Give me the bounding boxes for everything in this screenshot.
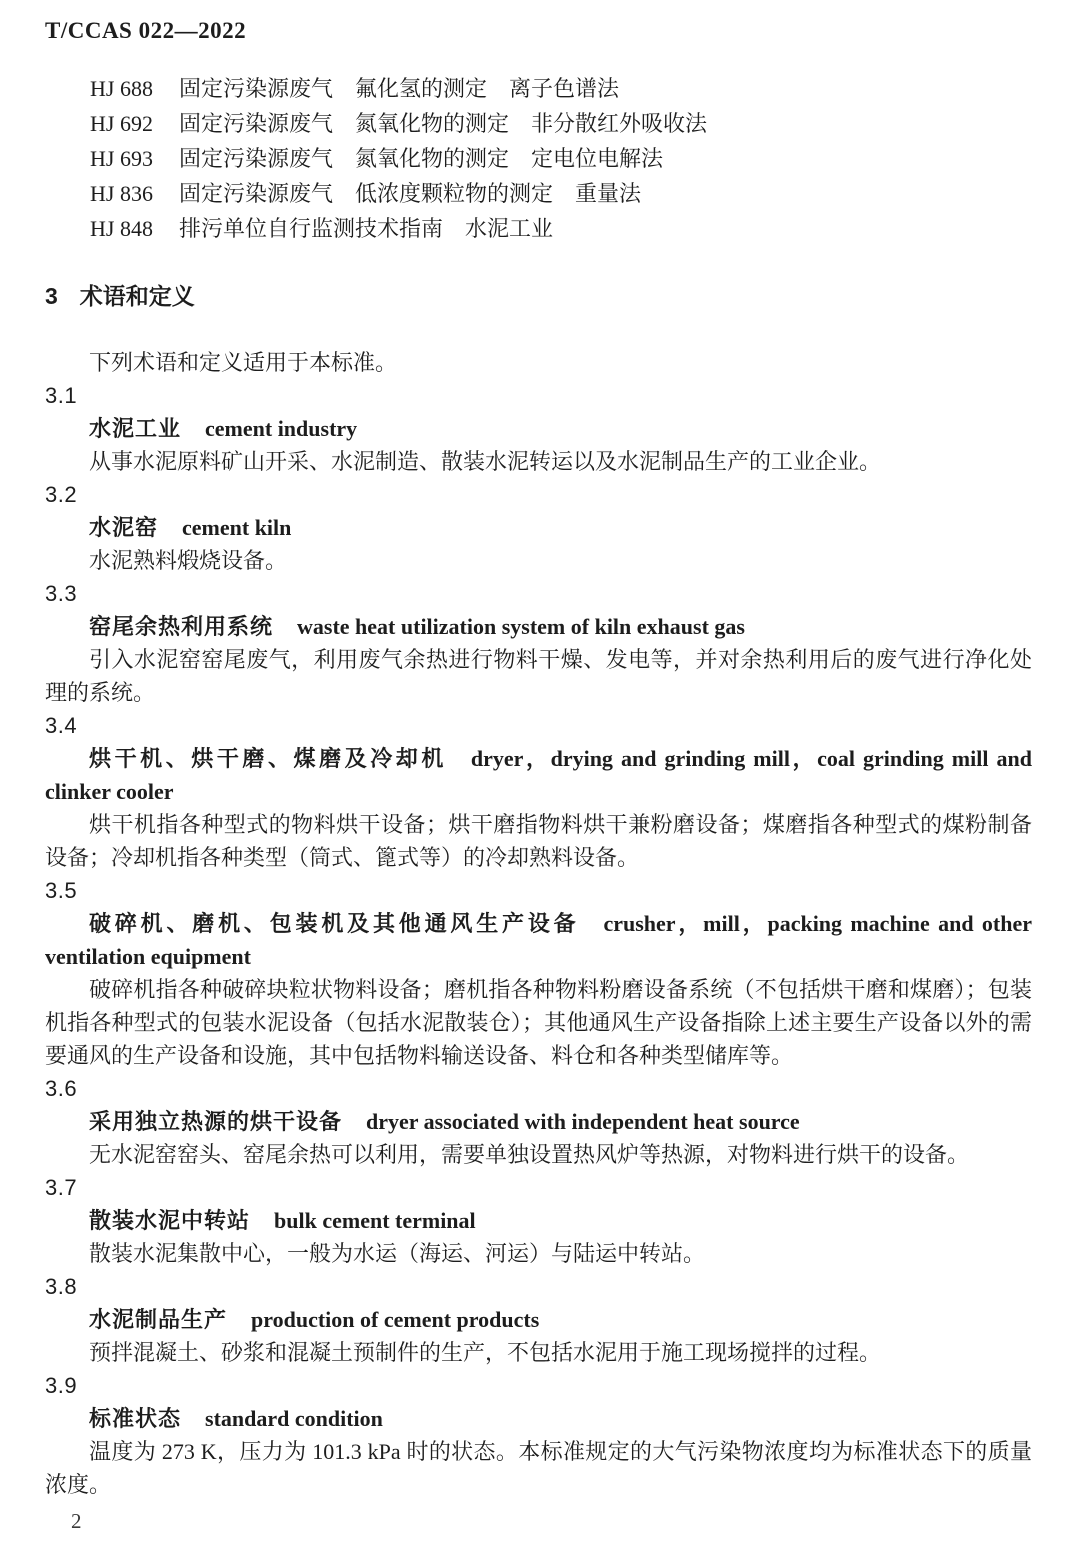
term-zh: 水泥制品生产 xyxy=(89,1307,228,1332)
term-zh: 采用独立热源的烘干设备 xyxy=(89,1109,343,1134)
term-number: 3.8 xyxy=(45,1274,78,1299)
term-en: cement industry xyxy=(205,416,358,441)
term-heading xyxy=(45,1303,1032,1336)
term-number: 3.5 xyxy=(45,878,78,903)
term-heading xyxy=(45,1204,1032,1237)
term-entry-3-4 xyxy=(45,709,1032,874)
reference-code: HJ 848 xyxy=(90,216,153,241)
term-entry-3-6 xyxy=(45,1072,1032,1171)
term-number: 3.6 xyxy=(45,1076,78,1101)
term-definition: 散装水泥集散中心，一般为水运（海运、河运）与陆运中转站。 xyxy=(89,1241,706,1266)
term-zh: 标准状态 xyxy=(89,1406,182,1431)
reference-title: 固定污染源废气 低浓度颗粒物的测定 重量法 xyxy=(178,181,641,206)
reference-title: 固定污染源废气 氮氧化物的测定 非分散红外吸收法 xyxy=(178,111,707,136)
reference-line xyxy=(45,71,1032,106)
section-number: 3 xyxy=(45,283,58,309)
term-en: dryer，drying and grinding mill，coal grinding mill and clinker cooler xyxy=(45,746,1032,804)
term-entry-3-8 xyxy=(45,1270,1032,1369)
term-heading xyxy=(45,907,1032,973)
term-en: crusher，mill，packing machine and other ventilation equipment xyxy=(45,911,1032,969)
term-entry-3-5 xyxy=(45,874,1032,1072)
term-number: 3.9 xyxy=(45,1373,78,1398)
term-definition: 无水泥窑窑头、窑尾余热可以利用，需要单独设置热风炉等热源，对物料进行烘干的设备。 xyxy=(89,1142,970,1167)
term-zh: 水泥工业 xyxy=(89,416,182,441)
term-zh: 窑尾余热利用系统 xyxy=(89,614,274,639)
reference-line xyxy=(45,176,1032,211)
term-number: 3.2 xyxy=(45,482,78,507)
term-number: 3.4 xyxy=(45,713,78,738)
reference-code: HJ 693 xyxy=(90,146,153,171)
reference-code: HJ 836 xyxy=(90,181,153,206)
reference-code: HJ 688 xyxy=(90,76,153,101)
term-definition: 从事水泥原料矿山开采、水泥制造、散装水泥转运以及水泥制品生产的工业企业。 xyxy=(89,449,882,474)
term-en: cement kiln xyxy=(182,515,292,540)
term-zh: 烘干机、烘干磨、煤磨及冷却机 xyxy=(89,746,447,771)
term-zh: 散装水泥中转站 xyxy=(89,1208,251,1233)
standard-code-header: T/CCAS 022—2022 xyxy=(45,18,247,43)
term-heading xyxy=(45,1105,1032,1138)
section-title: 术语和定义 xyxy=(79,283,195,309)
term-zh: 破碎机、磨机、包装机及其他通风生产设备 xyxy=(89,911,580,936)
term-en: bulk cement terminal xyxy=(274,1208,476,1233)
term-number: 3.1 xyxy=(45,383,78,408)
term-zh: 水泥窑 xyxy=(89,515,159,540)
section-intro: 下列术语和定义适用于本标准。 xyxy=(89,350,398,375)
term-number: 3.3 xyxy=(45,581,78,606)
term-number: 3.7 xyxy=(45,1175,78,1200)
term-entry-3-3 xyxy=(45,577,1032,709)
reference-line xyxy=(45,141,1032,176)
term-en: standard condition xyxy=(205,1406,383,1431)
term-definition: 温度为 273 K，压力为 101.3 kPa 时的状态。本标准规定的大气污染物浓度均为标准状态下的质量浓度。 xyxy=(45,1439,1032,1497)
section-heading xyxy=(45,279,1032,313)
page-number: 2 xyxy=(71,1509,82,1533)
term-entry-3-2 xyxy=(45,478,1032,577)
term-heading xyxy=(45,511,1032,544)
term-definition: 水泥熟料煅烧设备。 xyxy=(89,548,288,573)
normative-references-list xyxy=(45,71,1032,246)
term-definition: 预拌混凝土、砂浆和混凝土预制件的生产，不包括水泥用于施工现场搅拌的过程。 xyxy=(89,1340,882,1365)
reference-title: 固定污染源废气 氮氧化物的测定 定电位电解法 xyxy=(178,146,663,171)
term-definition: 引入水泥窑窑尾废气，利用废气余热进行物料干燥、发电等，并对余热利用后的废气进行净化处理的系统。 xyxy=(45,647,1032,705)
term-heading xyxy=(45,412,1032,445)
reference-title: 固定污染源废气 氟化氢的测定 离子色谱法 xyxy=(178,76,619,101)
term-heading xyxy=(45,610,1032,643)
term-heading xyxy=(45,1402,1032,1435)
reference-line xyxy=(45,106,1032,141)
term-definition: 破碎机指各种破碎块粒状物料设备；磨机指各种物料粉磨设备系统（不包括烘干磨和煤磨）；包装机指各种型式的包装水泥设备（包括水泥散装仓）；其他通风生产设备指除上述主要生产设备以外的需要通风的生产设备和设施，其中包括物料输送设备、料仓和各种类型储库等。 xyxy=(45,977,1032,1068)
reference-code: HJ 692 xyxy=(90,111,153,136)
term-en: production of cement products xyxy=(251,1307,540,1332)
reference-title: 排污单位自行监测技术指南 水泥工业 xyxy=(178,216,553,241)
term-entry-3-9 xyxy=(45,1369,1032,1501)
term-entry-3-7 xyxy=(45,1171,1032,1270)
term-entry-3-1 xyxy=(45,379,1032,478)
term-heading xyxy=(45,742,1032,808)
term-en: dryer associated with independent heat source xyxy=(366,1109,800,1134)
term-en: waste heat utilization system of kiln exhaust gas xyxy=(297,614,745,639)
reference-line xyxy=(45,211,1032,246)
term-definition: 烘干机指各种型式的物料烘干设备；烘干磨指物料烘干兼粉磨设备；煤磨指各种型式的煤粉制备设备；冷却机指各种类型（筒式、篦式等）的冷却熟料设备。 xyxy=(45,812,1032,870)
